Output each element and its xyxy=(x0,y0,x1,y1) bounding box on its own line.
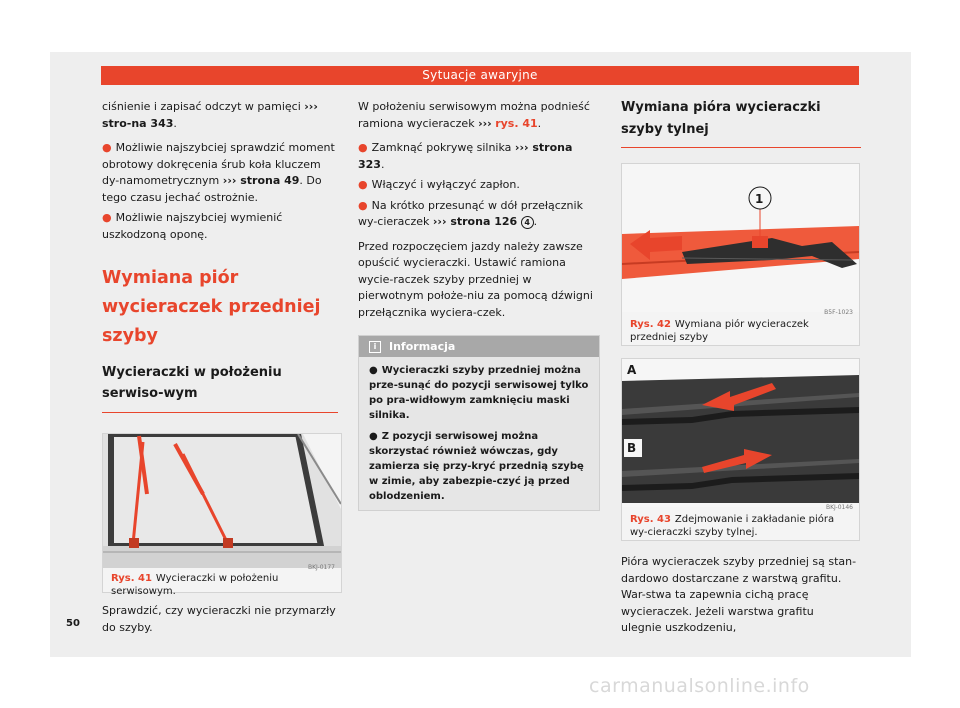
column-middle xyxy=(358,99,598,511)
paragraph: Pióra wycieraczek szyby przedniej są stan-dardowo dostarczane z warstwą grafitu. War-stwa ta zapewnia cichą pracę wycieraczek. Jeżeli warstwa grafitu ulegnie uszkodzeniu, xyxy=(621,555,857,634)
figure-label: Rys. 42 xyxy=(630,319,671,330)
figure-43 xyxy=(621,358,860,541)
control-number-badge: 4 xyxy=(521,216,534,229)
bullet-icon: ● xyxy=(369,365,378,376)
bullet-icon: ● xyxy=(358,178,368,191)
info-item: ● Wycieraczki szyby przedniej można prze-sunąć do pozycji serwisowej tylko po pra-widłowym zamknięciu maski silnika. xyxy=(369,365,589,421)
list-item: ● Włączyć i wyłączyć zapłon. xyxy=(358,178,520,191)
page-reference[interactable]: ››› strona 49 xyxy=(222,174,300,187)
info-icon: i xyxy=(369,341,381,353)
bullet-icon: ● xyxy=(102,211,112,224)
figure-caption: Rys. 41 Wycieraczki w położeniu serwisowym. xyxy=(111,573,279,597)
figure-caption: Rys. 43 Zdejmowanie i zakładanie pióra wy-cieraczki szyby tylnej. xyxy=(630,514,835,538)
figure-code: BKJ-0177 xyxy=(307,564,335,571)
figure-label: Rys. 41 xyxy=(111,573,152,584)
page-reference[interactable]: ››› stro-na 343 xyxy=(102,100,318,130)
rear-wiper-blade-illustration xyxy=(622,164,859,312)
figure-code: B5F-1023 xyxy=(824,309,853,316)
paragraph: W położeniu serwisowym można podnieść ramiona wycieraczek ››› rys. 41. xyxy=(358,100,590,130)
section-heading: Wymiana piór wycieraczek przedniej szyby xyxy=(102,268,321,346)
page-number: 50 xyxy=(66,618,80,629)
section-header: Sytuacje awaryjne xyxy=(101,66,859,85)
column-left xyxy=(102,99,338,644)
bullet-icon: ● xyxy=(358,198,368,212)
intro-paragraph: ciśnienie i zapisać odczyt w pamięci ››› stro-na 343. xyxy=(102,100,318,130)
heading-rule xyxy=(621,147,861,148)
figure-reference[interactable]: rys. 41 xyxy=(495,116,538,130)
figure-41 xyxy=(102,433,342,597)
info-box xyxy=(358,335,600,511)
list-item: ● Możliwie najszybciej sprawdzić moment obrotowy dokręcenia śrub koła kluczem dy-namometrycznym ››› strona 49. Do tego czasu jechać ostrożnie. xyxy=(102,141,335,204)
list-item: ● Na krótko przesunąć w dół przełącznik wy-cieraczek ››› strona 126 4 . xyxy=(358,198,583,228)
info-box-header: i Informacja xyxy=(359,336,599,357)
page-reference[interactable]: ››› strona 323 xyxy=(358,141,573,171)
section-heading: Wymiana pióra wycieraczki szyby tylnej xyxy=(621,100,821,137)
info-box-body xyxy=(359,357,599,510)
heading-rule xyxy=(102,412,338,413)
watermark: carmanualsonline.info xyxy=(589,675,810,697)
bullet-icon: ● xyxy=(358,141,368,154)
paragraph: Sprawdzić, czy wycieraczki nie przymarzły do szyby. xyxy=(102,604,336,634)
subsection-heading: Wycieraczki w położeniu serwiso-wym xyxy=(102,365,282,401)
figure-panel-label: A xyxy=(627,363,637,377)
callout-number: 1 xyxy=(755,192,764,206)
list-item: ● Możliwie najszybciej wymienić uszkodzoną oponę. xyxy=(102,211,283,241)
paragraph: Przed rozpoczęciem jazdy należy zawsze opuścić wycieraczki. Ustawić ramiona wycie-raczek szyby przedniej w pierwotnym położe-niu za pomocą dźwigni przełącznika wyciera-czek. xyxy=(358,239,593,319)
info-item: ● Z pozycji serwisowej można skorzystać również wówczas, gdy zamierza się przy-kryć przednią szybę w zimie, aby zabezpie-czyć ją przed oblodzeniem. xyxy=(369,431,584,502)
wiper-blade-removal-illustration xyxy=(622,359,859,507)
page-reference[interactable]: ››› strona 126 xyxy=(432,215,518,228)
figure-caption: Rys. 42 Wymiana piór wycieraczek przedniej szyby xyxy=(630,319,809,343)
column-right xyxy=(621,97,861,645)
figure-42 xyxy=(621,163,860,346)
bullet-icon: ● xyxy=(102,141,112,154)
figure-reference-arrow[interactable]: ››› xyxy=(478,116,492,130)
windshield-wipers-illustration xyxy=(103,434,341,568)
bullet-icon: ● xyxy=(369,431,378,442)
figure-label: Rys. 43 xyxy=(630,514,671,525)
figure-panel-label: B xyxy=(627,441,637,455)
list-item: ● Zamknąć pokrywę silnika ››› strona 323. xyxy=(358,141,573,171)
figure-code: BKJ-0146 xyxy=(825,504,853,511)
